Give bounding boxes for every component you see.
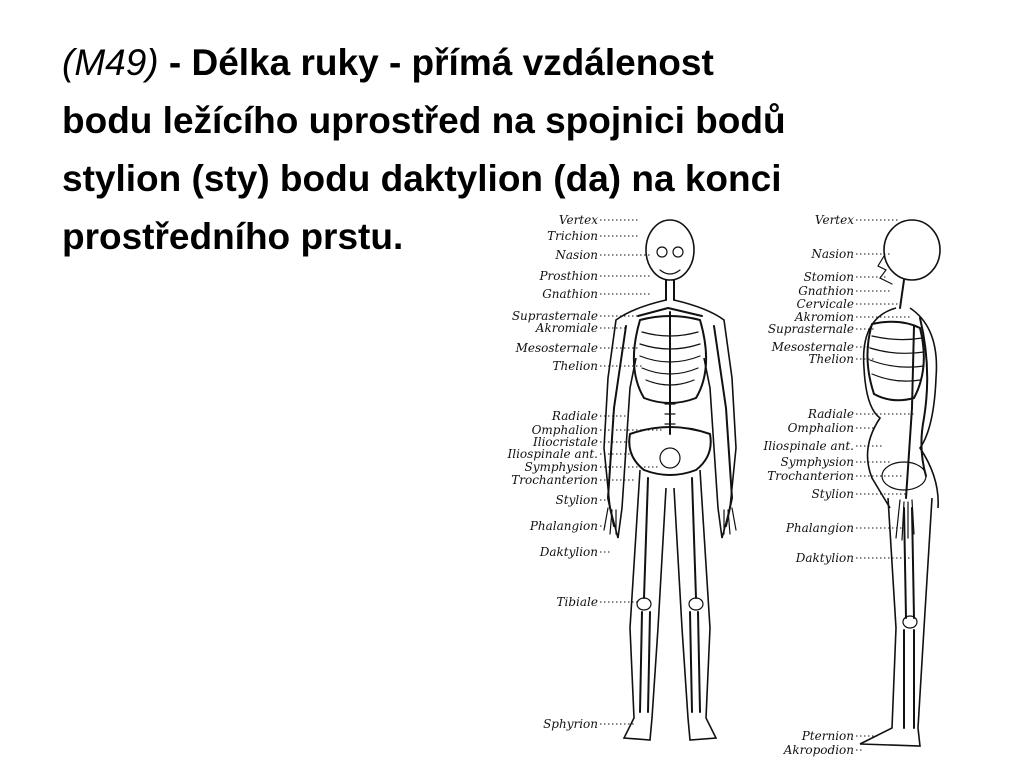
anatomical-point-label: Prosthion	[539, 269, 598, 283]
anatomical-point-label: Mesosternale	[515, 341, 598, 355]
anatomical-point-label: Omphalion	[787, 421, 854, 435]
text-line-4: prostředního prstu.	[62, 216, 404, 257]
anatomical-point-label: Gnathion	[798, 284, 854, 298]
anatomical-point-label: Radiale	[807, 407, 854, 421]
anatomical-point-label: Trochanterion	[511, 473, 598, 487]
anatomical-point-label: Stylion	[555, 493, 598, 507]
text-line-3: stylion (sty) bodu daktylion (da) na konci	[62, 158, 782, 199]
text-line-1-rest: - Délka ruky - přímá vzdálenost	[158, 42, 714, 83]
anatomical-point-label: Akropodion	[783, 743, 854, 757]
anatomical-point-label: Pternion	[801, 729, 854, 743]
anatomical-point-label: Vertex	[558, 213, 598, 227]
anatomical-point-label: Nasion	[811, 247, 854, 261]
anatomical-point-label: Omphalion	[531, 423, 598, 437]
anatomical-point-label: Thelion	[552, 359, 598, 373]
anatomical-point-label: Radiale	[551, 409, 598, 423]
anatomical-point-label: Iliocristale	[532, 435, 598, 449]
front-skeleton	[604, 220, 736, 740]
anatomical-point-label: Akromion	[794, 310, 854, 324]
anatomical-point-label: Cervicale	[796, 297, 854, 311]
side-skeleton	[860, 220, 940, 746]
anatomical-point-label: Mesosternale	[771, 340, 854, 354]
anatomical-point-label: Iliospinale ant.	[507, 447, 598, 461]
anthropometric-points-figure	[500, 208, 970, 768]
anatomical-point-label: Trichion	[547, 229, 598, 243]
text-line-2: bodu ležícího uprostřed na spojnici bodů	[62, 100, 786, 141]
anatomical-point-label: Nasion	[555, 248, 598, 262]
anatomical-point-label: Sphyrion	[543, 717, 598, 731]
anatomical-point-label: Phalangion	[785, 521, 854, 535]
text-line-1	[62, 34, 962, 92]
anatomical-point-label: Daktylion	[539, 545, 598, 559]
anatomical-point-label: Iliospinale ant.	[763, 439, 854, 453]
front-view-labels	[507, 213, 662, 731]
anatomical-point-label: Akromiale	[535, 321, 598, 335]
anatomical-point-label: Symphysion	[524, 460, 598, 474]
anatomical-point-label: Stomion	[803, 270, 854, 284]
anatomical-point-label: Trochanterion	[767, 469, 854, 483]
side-view-labels	[763, 213, 914, 757]
measure-code: (M49)	[62, 42, 159, 83]
anatomical-point-label: Gnathion	[542, 287, 598, 301]
anatomical-point-label: Stylion	[811, 487, 854, 501]
anatomical-point-label: Vertex	[814, 213, 854, 227]
anatomical-point-label: Suprasternale	[767, 322, 854, 336]
anatomical-point-label: Phalangion	[529, 519, 598, 533]
anatomical-point-label: Thelion	[808, 352, 854, 366]
anatomical-point-label: Daktylion	[795, 551, 854, 565]
anatomical-point-label: Suprasternale	[511, 309, 598, 323]
skeleton-illustration	[500, 208, 970, 768]
anatomical-point-label: Symphysion	[780, 455, 854, 469]
anatomical-point-label: Tibiale	[556, 595, 598, 609]
